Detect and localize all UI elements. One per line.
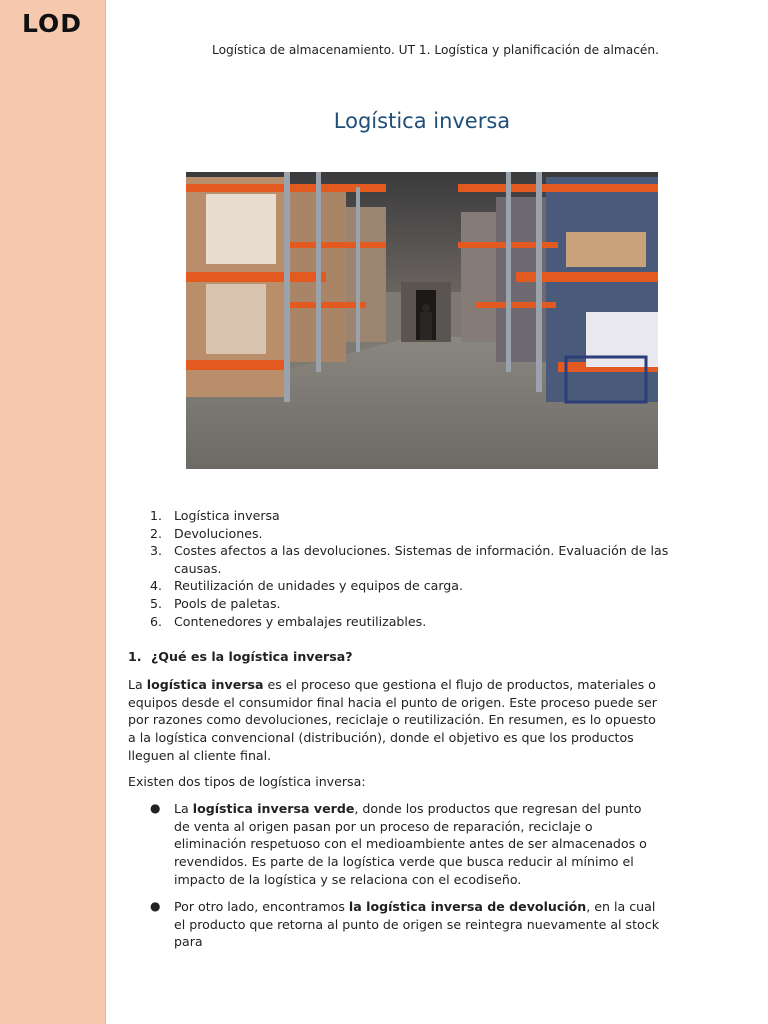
bullet-icon: ● bbox=[150, 899, 161, 914]
page-title: Logística inversa bbox=[333, 109, 511, 133]
table-of-contents bbox=[150, 507, 670, 630]
toc-item: 4. Reutilización de unidades y equipos de carga. bbox=[150, 578, 464, 594]
toc-item: 5. Pools de paletas. bbox=[150, 595, 281, 611]
sidebar-band bbox=[0, 0, 106, 1024]
warehouse-photo bbox=[186, 172, 658, 469]
list-item: ● La logística inversa verde, donde los productos que regresan del punto de venta al origen pasan por un proceso de reparación, reciclaje o eliminación respetuoso con el medioambiente antes de ser almacenados o revendidos. Es parte de la logística verde que busca reducir al mínimo el impacto de la logística y se relaciona con el ecodiseño. bbox=[150, 801, 647, 887]
toc-item: 2. Devoluciones. bbox=[150, 525, 263, 541]
bullet-icon: ● bbox=[150, 801, 161, 815]
warehouse-aisle-photo-icon bbox=[186, 172, 658, 469]
paragraph-types-intro: Existen dos tipos de logística inversa: bbox=[128, 774, 366, 789]
toc-item: 3. Costes afectos a las devoluciones. Sistemas de información. Evaluación de las causas. bbox=[150, 543, 669, 576]
page-header: Logística de almacenamiento. UT 1. Logística y planificación de almacén. bbox=[212, 43, 659, 57]
bullet-list bbox=[150, 800, 660, 961]
toc-item: 1. Logística inversa bbox=[150, 508, 280, 523]
logo: LOD bbox=[22, 9, 83, 38]
toc-item: 6. Contenedores y embalajes reutilizables. bbox=[150, 613, 427, 629]
section-heading: 1. ¿Qué es la logística inversa? bbox=[128, 649, 353, 664]
list-item: ● Por otro lado, encontramos la logística inversa de devolución, en la cual el producto que retorna al punto de origen se reintegra nuevamente al stock para bbox=[150, 899, 659, 950]
paragraph-definition: La logística inversa es el proceso que gestiona el flujo de productos, materiales o equipos desde el consumidor final hacia el punto de origen. Este proceso puede ser por razones como devoluciones, reciclaje o reutilización. En resumen, es lo opuesto a la logística convencional (distribución), donde el objetivo es que los productos lleguen al cliente final. bbox=[128, 677, 657, 763]
